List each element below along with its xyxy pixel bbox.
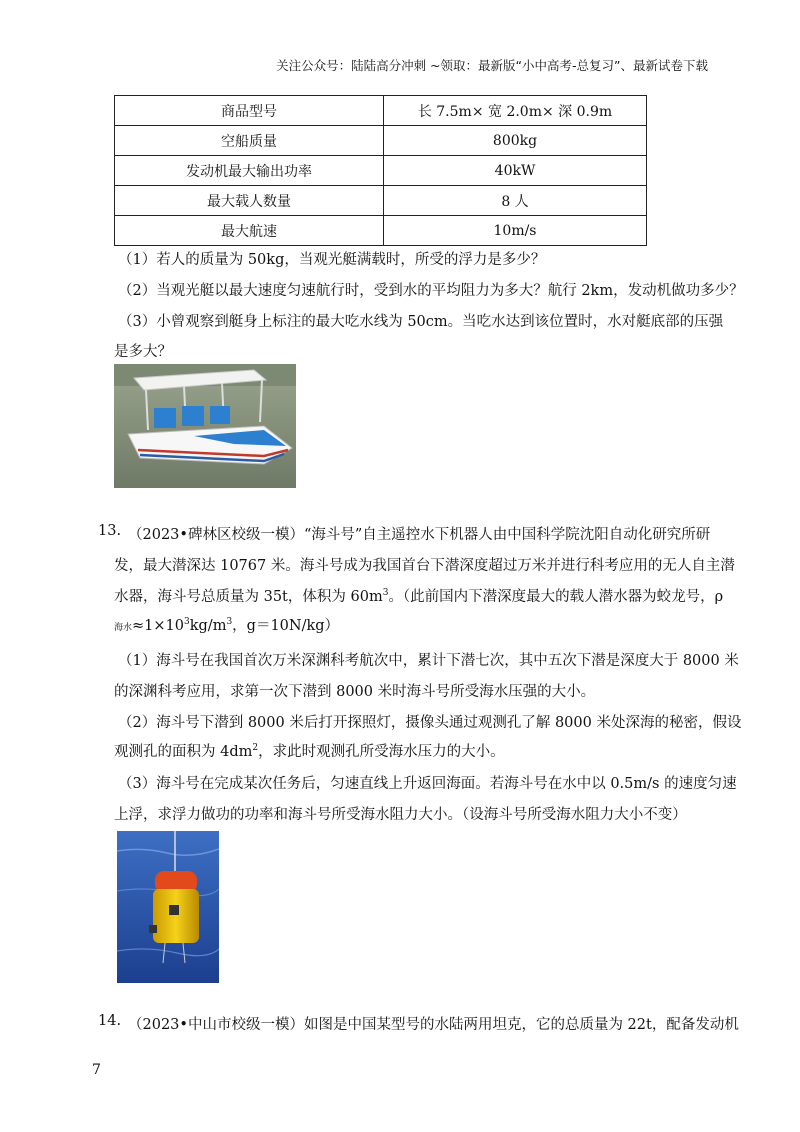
- submarine-image: [117, 831, 219, 983]
- table-row: [115, 96, 647, 126]
- q13-part2: （2）海斗号下潜到 8000 米后打开探照灯，摄像头通过观测孔了解 8000 米处深海的秘密，假设: [118, 715, 742, 731]
- table-value: 10m/s: [384, 216, 647, 246]
- q13-line4-unit: kg/m: [189, 618, 227, 634]
- q13-line1: （2023•碑林区校级一模）“海斗号”自主遥控水下机器人由中国科学院沈阳自动化研究所研: [128, 527, 711, 543]
- superscript: 3: [226, 617, 233, 628]
- q13-part2-text2: ，求此时观测孔所受海水压力的大小。: [258, 744, 505, 760]
- page-number: 7: [92, 1062, 101, 1078]
- q13-part3-cont: 上浮，求浮力做功的功率和海斗号所受海水阻力大小。（设海斗号所受海水阻力大小不变）: [114, 807, 687, 823]
- q12-part3-cont: 是多大？: [114, 344, 172, 360]
- table-row: [115, 216, 647, 246]
- q13-part3: （3）海斗号在完成某次任务后，匀速直线上升返回海面。若海斗号在水中以 0.5m/s 的速度匀速: [118, 776, 737, 792]
- q12-part2: （2）当观光艇以最大速度匀速航行时，受到水的平均阻力为多大？航行 2km，发动机做功多少？: [118, 283, 744, 299]
- table-key: 发动机最大输出功率: [115, 156, 384, 186]
- subscript: 海水: [114, 623, 133, 633]
- table-key: 商品型号: [115, 96, 384, 126]
- q13-number: 13.: [98, 523, 122, 539]
- table-value: 800kg: [384, 126, 647, 156]
- q13-line3-text2: 。（此前国内下潜深度最大的载人潜水器为蛟龙号，ρ: [388, 589, 724, 605]
- q13-line3-text: 水器，海斗号总质量为 35t，体积为 60m: [114, 589, 383, 605]
- superscript: 3: [382, 588, 389, 599]
- q13-part2-cont: [114, 740, 505, 761]
- spec-table: [114, 95, 647, 246]
- page-header: 关注公众号：陆陆高分冲刺 ~领取：最新版“小中高考-总复习”、最新试卷下载: [276, 58, 708, 73]
- q12-part1: （1）若人的质量为 50kg，当观光艇满载时，所受的浮力是多少？: [118, 252, 546, 268]
- q13-line2: 发，最大潜深达 10767 米。海斗号成为我国首台下潜深度超过万米并进行科考应用的无人自主潜: [114, 558, 735, 574]
- table-row: [115, 126, 647, 156]
- q13-line4-text: ≈1×10: [132, 618, 184, 634]
- q13-part1: （1）海斗号在我国首次万米深渊科考航次中，累计下潜七次，其中五次下潜是深度大于 8000 米: [118, 653, 739, 669]
- q12-part3: （3）小曾观察到艇身上标注的最大吃水线为 50cm。当吃水达到该位置时，水对艇底部的压强: [118, 314, 724, 330]
- superscript: 2: [252, 743, 259, 754]
- boat-image: [114, 364, 296, 488]
- q14-line1: （2023•中山市校级一模）如图是中国某型号的水陆两用坦克，它的总质量为 22t，配备发动机: [128, 1017, 739, 1033]
- q13-line4-text2: ，g＝10N/kg）: [232, 618, 340, 634]
- table-key: 最大航速: [115, 216, 384, 246]
- table-value: 40kW: [384, 156, 647, 186]
- table-value: 8 人: [384, 186, 647, 216]
- q13-part2-text: 观测孔的面积为 4dm: [114, 744, 253, 760]
- q13-line3: [114, 585, 723, 606]
- q13-part1-cont: 的深渊科考应用，求第一次下潜到 8000 米时海斗号所受海水压强的大小。: [114, 684, 596, 700]
- q13-line4: [114, 614, 339, 635]
- table-value: 长 7.5m× 宽 2.0m× 深 0.9m: [384, 96, 647, 126]
- q14-number: 14.: [98, 1013, 122, 1029]
- table-row: [115, 186, 647, 216]
- table-key: 空船质量: [115, 126, 384, 156]
- superscript: 3: [184, 617, 190, 628]
- table-key: 最大载人数量: [115, 186, 384, 216]
- table-row: [115, 156, 647, 186]
